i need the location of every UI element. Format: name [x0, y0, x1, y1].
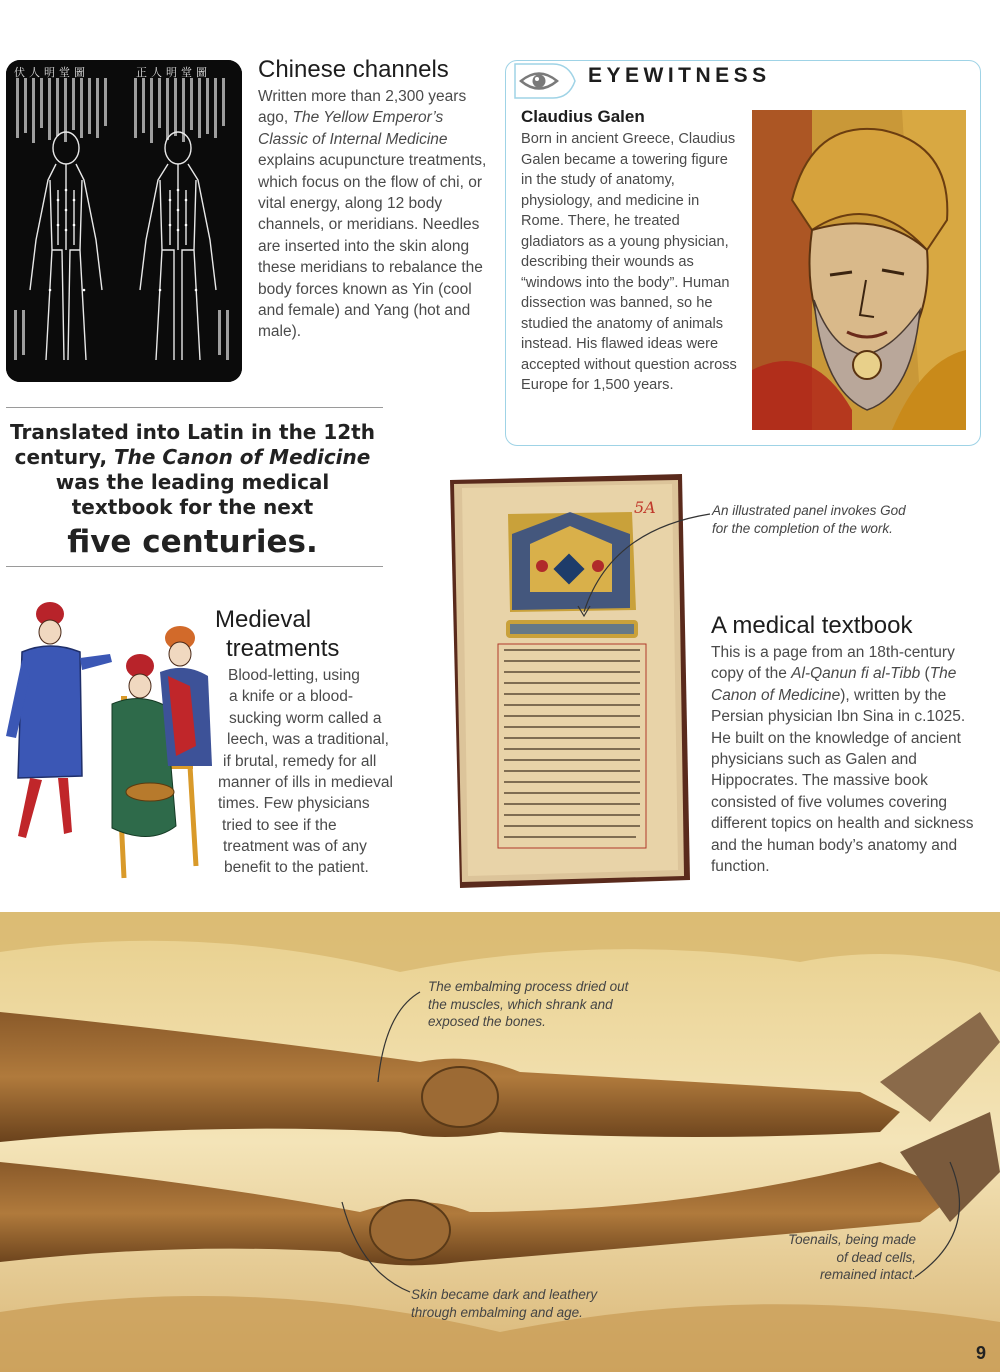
chinese-channels-title: Chinese channels	[258, 56, 449, 83]
quote-book-title: The Canon of Medicine	[114, 445, 371, 469]
galen-portrait-image	[752, 110, 966, 430]
textbook-body	[711, 642, 979, 877]
quote-text-post: was the leading medical textbook for the next	[55, 470, 330, 519]
textbook-arabic-title: Al-Qanun fi al-Tibb	[791, 665, 921, 683]
textbook-body-pre: This is a page from an 18th-century copy of the	[711, 644, 955, 683]
textbook-body-post: ), written by the Persian physician Ibn Sina in c.1025. He built on the knowledge of ancient physicians such as Galen and Hippocrates. The massive book consisted of five volumes covering different topics on health and sickness and the human body’s anatomy and function.	[711, 686, 974, 876]
medieval-line-7: times. Few physicians	[218, 795, 370, 812]
manuscript-leader-line	[570, 510, 720, 620]
quote-top-rule	[6, 407, 383, 408]
galen-body: Born in ancient Greece, Claudius Galen became a towering figure in the study of anatomy, physiology, and medicine in Rome. There, he treated gladiators as a young physician, describing their wounds as “windows into the body”. Human dissection was banned, so he studied the anatomy of animals instead. His flawed ideas were accepted without question across Europe for 1,500 years.	[521, 131, 737, 393]
chart-header-right: 正人明堂圖	[136, 66, 211, 79]
medieval-line-5: if brutal, remedy for all	[223, 753, 377, 770]
quote-text-pre: Translated into Latin in the 12th century,	[10, 420, 375, 469]
galen-name: Claudius Galen	[521, 107, 645, 126]
medieval-line-9: treatment was of any	[223, 838, 367, 855]
medieval-line-6: manner of ills in medieval	[218, 774, 393, 791]
mummy-caption-toenails: Toenails, being made of dead cells, remained intact.	[788, 1232, 916, 1282]
medieval-line-1: Blood-letting, using	[228, 667, 360, 684]
medieval-bloodletting-image	[0, 596, 220, 886]
medieval-line-3: sucking worm called a	[229, 710, 382, 727]
medieval-line-2: a knife or a blood-	[229, 688, 354, 705]
textbook-title: A medical textbook	[711, 612, 913, 639]
manuscript-caption: An illustrated panel invokes God for the completion of the work.	[712, 503, 906, 536]
manuscript-stamp: 5A	[634, 498, 656, 517]
eye-icon	[513, 62, 577, 100]
acupuncture-chart-image	[6, 60, 242, 382]
quote-highlight: five centuries.	[67, 524, 318, 560]
medieval-title-line1: Medieval	[215, 606, 312, 633]
medieval-line-10: benefit to the patient.	[224, 859, 369, 876]
textbook-english-title: The Canon of Medicine	[711, 665, 957, 704]
pull-quote	[10, 420, 375, 562]
quote-bottom-rule	[6, 566, 383, 567]
medieval-title-line2: treatments	[226, 635, 340, 662]
medieval-line-4: leech, was a traditional,	[227, 731, 389, 748]
medieval-line-8: tried to see if the	[222, 817, 337, 834]
page-number: 9	[975, 1343, 986, 1363]
mummy-caption-skin: Skin became dark and leathery through embalming and age.	[411, 1287, 598, 1320]
acupuncture-chart-drawing	[6, 60, 242, 382]
mummy-caption-muscles: The embalming process dried out the muscles, which shrank and exposed the bones.	[428, 979, 629, 1029]
chinese-body-book-title: The Yellow Emperor’s Classic of Internal Medicine	[258, 109, 448, 148]
chinese-body-pre: Written more than 2,300 years ago,	[258, 88, 467, 127]
chart-header-left: 伏人明堂圖	[14, 66, 89, 79]
chinese-body-post: explains acupuncture treatments, which focus on the flow of chi, or vital energy, along 12 body channels, or meridians. Needles are inserted into the skin along these meridians to rebalance the body forces known as Yin (cool and female) and Yang (hot and male).	[258, 152, 487, 341]
textbook-body-mid: (	[920, 665, 930, 683]
eyewitness-label: EYEWITNESS	[588, 64, 771, 87]
chinese-channels-body	[258, 86, 494, 343]
